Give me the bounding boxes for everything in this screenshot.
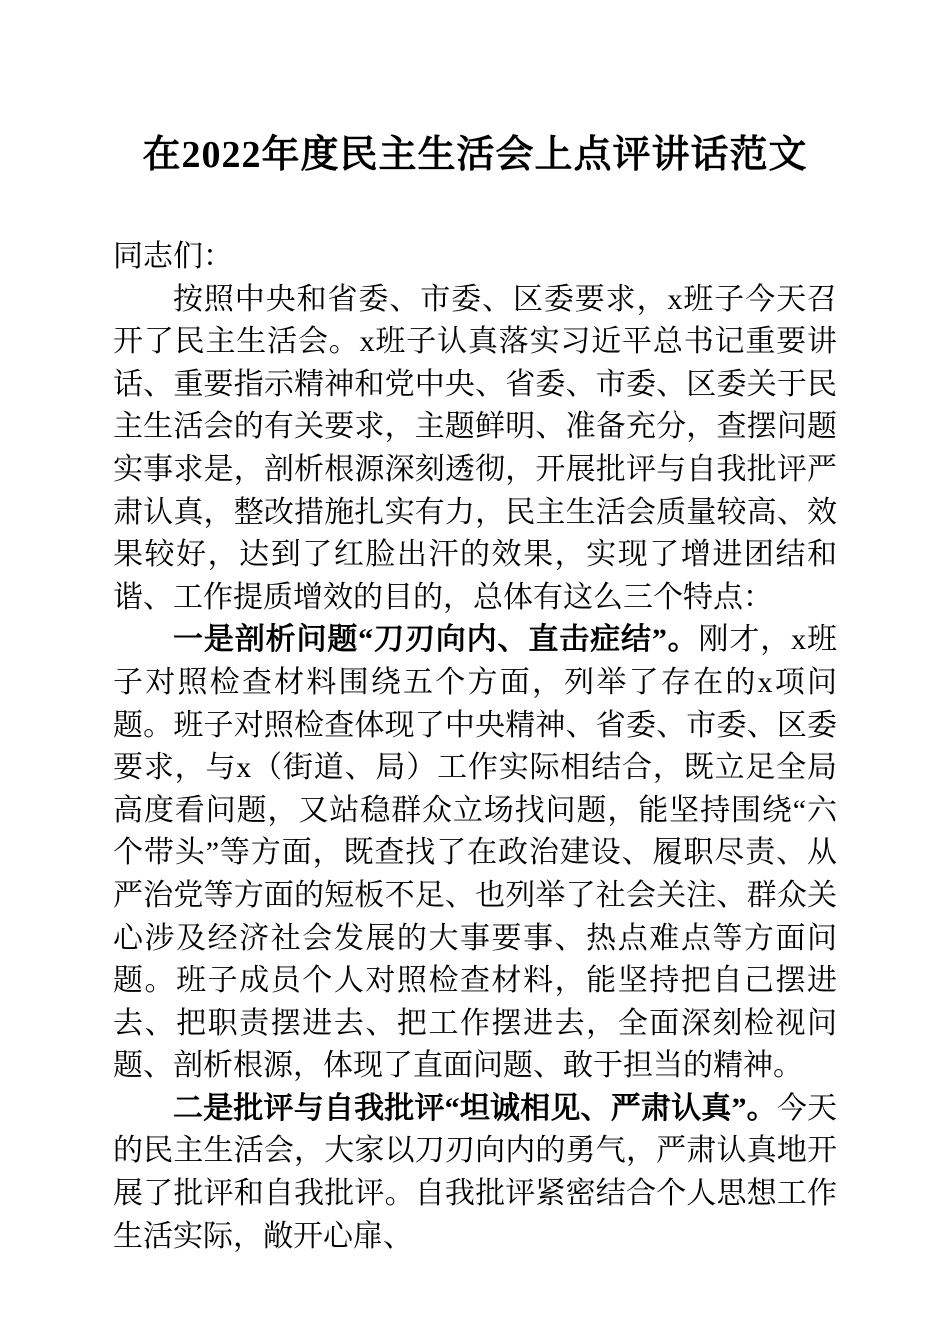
body-paragraph-2 xyxy=(113,619,837,1088)
paragraph-text: 按照中央和省委、市委、区委要求，x班子今天召开了民主生活会。x班子认真落实习近平总书记重要讲话、重要指示精神和党中央、省委、市委、区委关于民主生活会的有关要求，主题鲜明、准备充分，查摆问题实事求是，剖析根源深刻透彻，开展批评与自我批评严肃认真，整改措施扎实有力，民主生活会质量较高、效果较好，达到了红脸出汗的效果，实现了增进团结和谐、工作提质增效的目的，总体有这么三个特点： xyxy=(113,282,837,614)
body-paragraph-3 xyxy=(113,1088,837,1258)
document-title: 在2022年度民主生活会上点评讲话范文 xyxy=(142,134,808,176)
paragraph-lead: 二是批评与自我批评“坦诚相见、严肃认真”。 xyxy=(173,1091,777,1125)
body-paragraph-1 xyxy=(113,279,837,620)
salutation-paragraph: 同志们： xyxy=(113,240,233,273)
paragraph-text: 今天的民主生活会，大家以刀刃向内的勇气，严肃认真地开展了批评和自我批评。自我批评紧密结合个人思想工作生活实际，敞开心扉、 xyxy=(113,1091,838,1253)
paragraph-text: 刚才，x班子对照检查材料围绕五个方面，列举了存在的x项问题。班子对照检查体现了中央精神、省委、市委、区委要求，与x（街道、局）工作实际相结合，既立足全局高度看问题，又站稳群众立场找问题，能坚持围绕“六个带头”等方面，既查找了在政治建设、履职尽责、从严治党等方面的短板不足、也列举了社会关注、群众关心涉及经济社会发展的大事要事、热点难点等方面问题。班子成员个人对照检查材料，能坚持把自己摆进去、把职责摆进去、把工作摆进去，全面深刻检视问题、剖析根源，体现了直面问题、敢于担当的精神。 xyxy=(113,623,838,1083)
paragraph-lead: 一是剖析问题“刀刃向内、直击症结”。 xyxy=(173,623,699,657)
